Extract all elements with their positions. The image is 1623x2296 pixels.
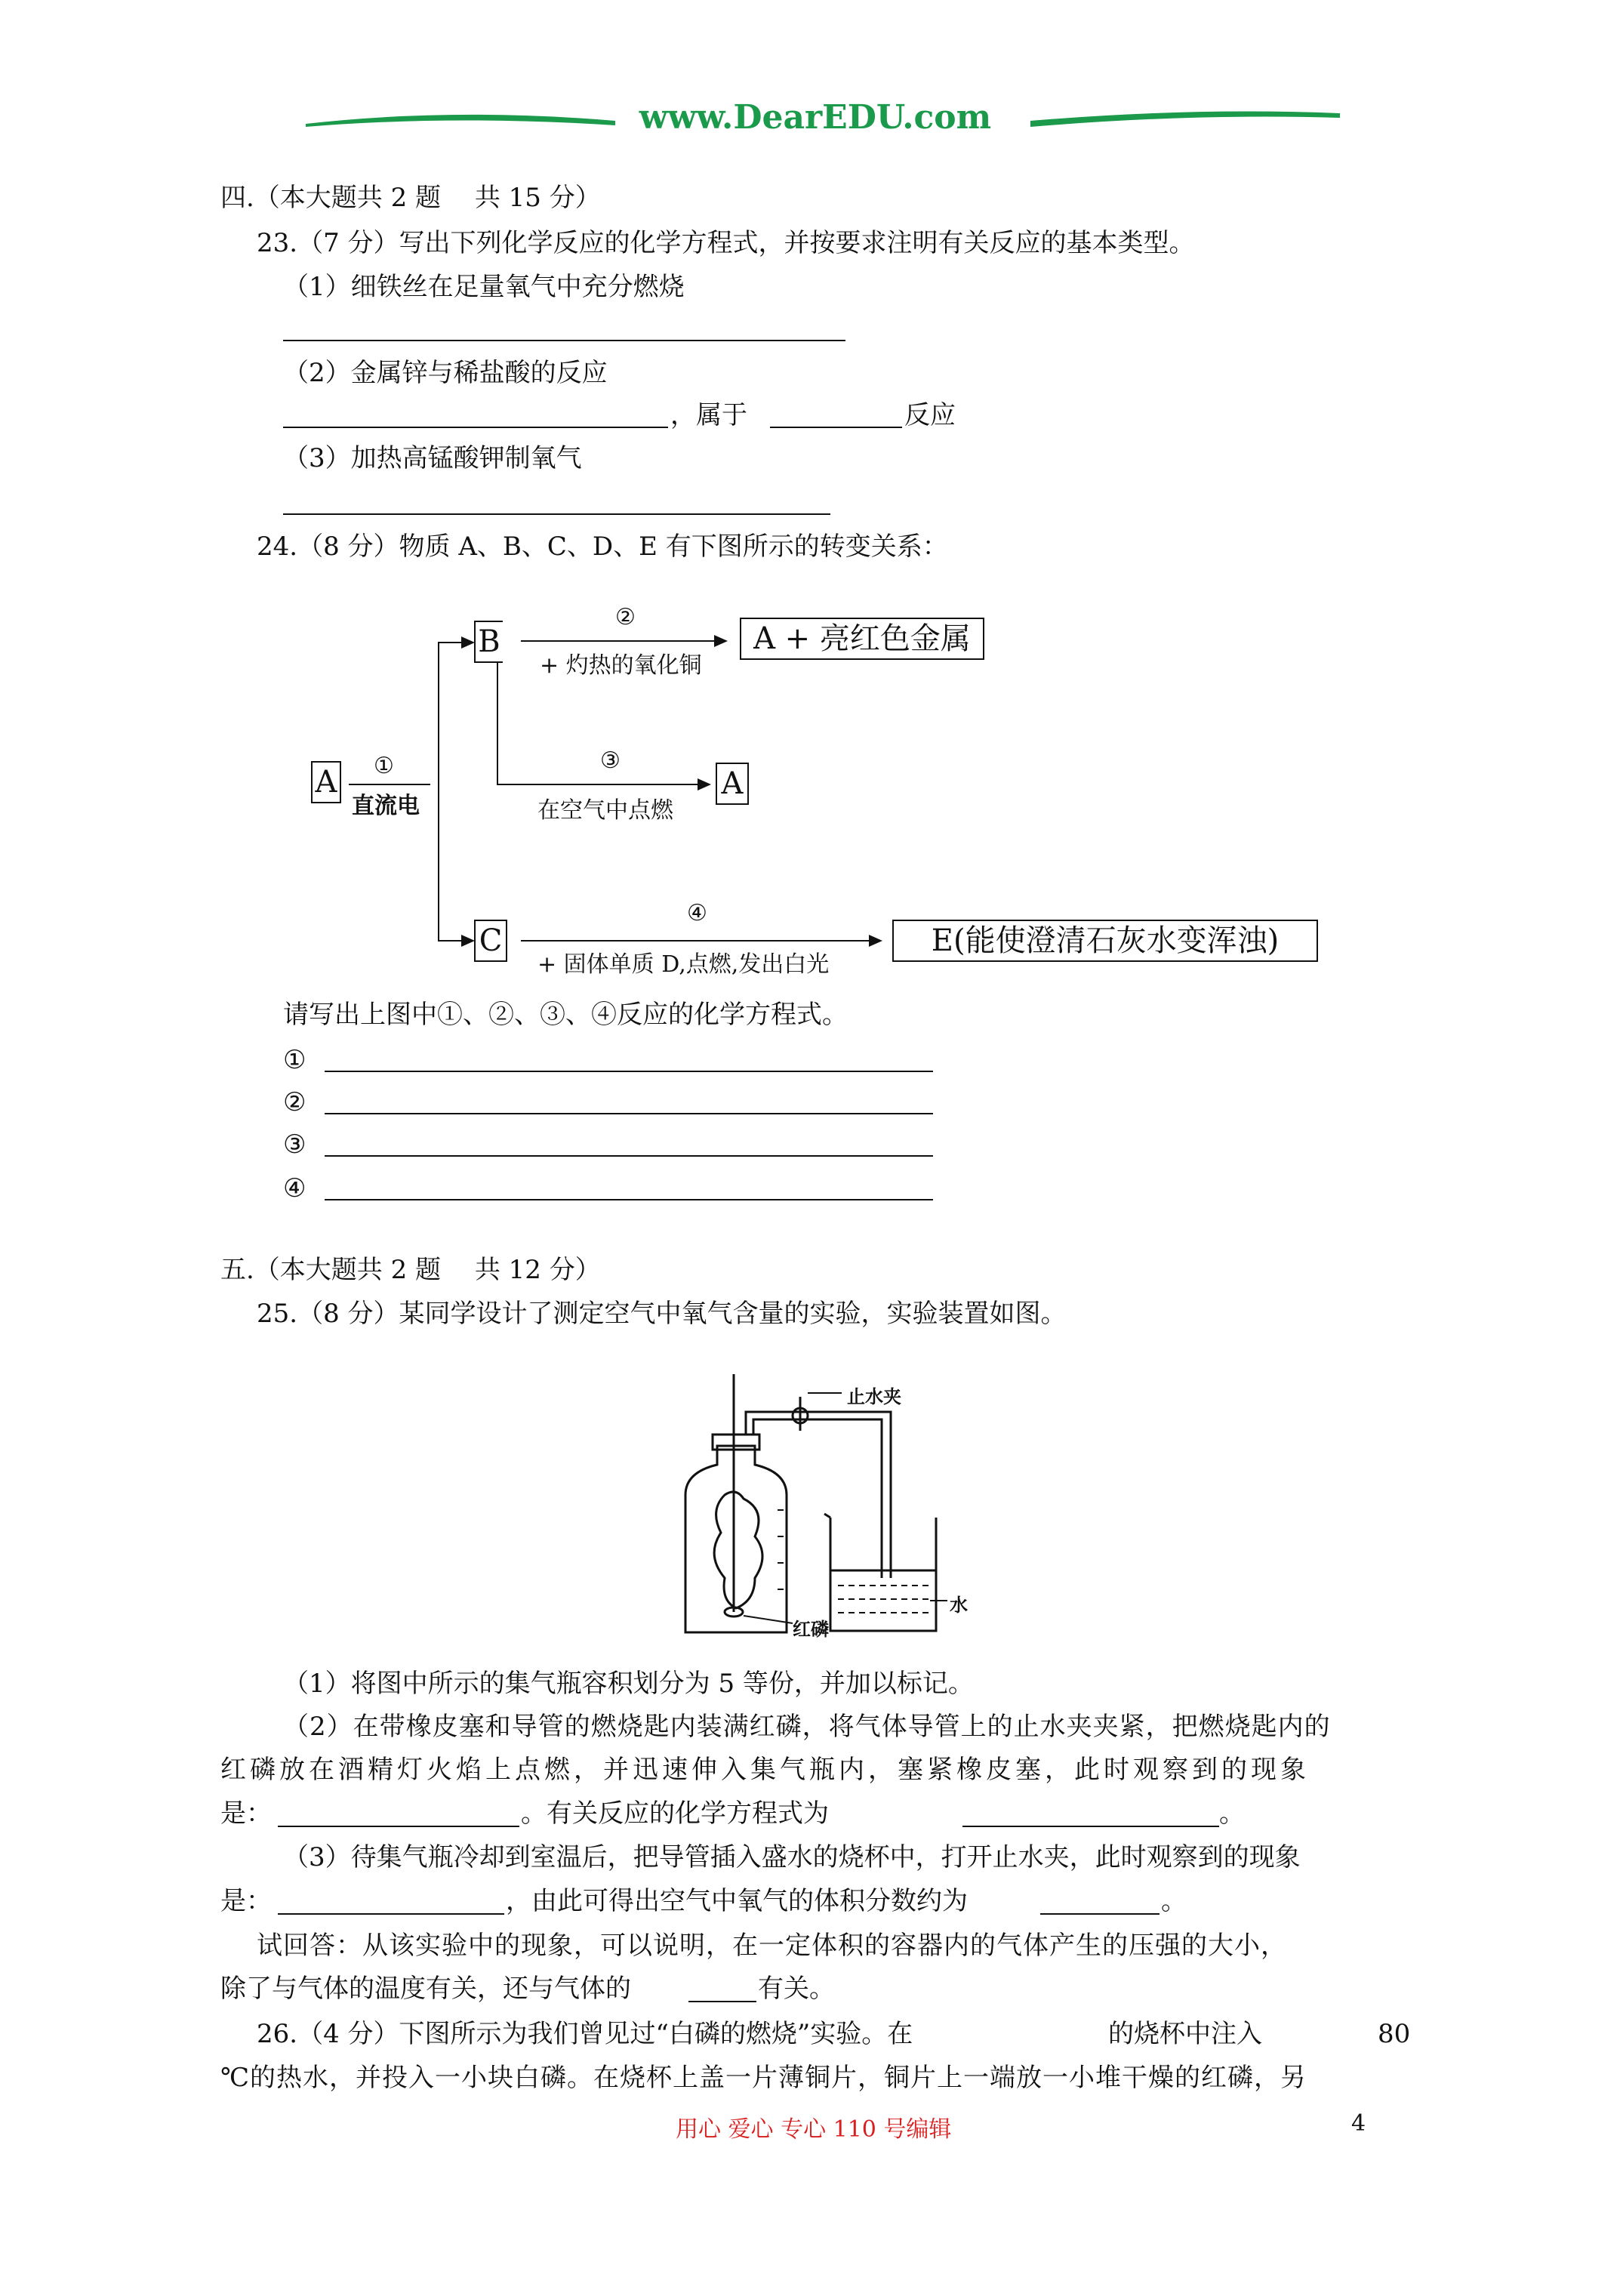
banner-swoosh-left — [302, 107, 619, 137]
arrow-to-c — [438, 940, 472, 942]
label-clamp: 止水夹 — [847, 1385, 901, 1407]
step4-cond: + 固体单质 D,点燃,发出白光 — [537, 951, 830, 978]
q25-part3-line2a: 是： — [220, 1886, 272, 1916]
arrow-to-b — [438, 642, 472, 643]
section4-title: 四.（本大题共 2 题 共 15 分） — [220, 183, 601, 213]
q26-line1a: 26.（4 分）下图所示为我们曾见过“白磷的燃烧”实验。在 — [257, 2019, 913, 2049]
step3-num: ③ — [600, 747, 621, 774]
q26-line1b: 的烧杯中注入 — [1108, 2019, 1262, 2049]
q23-part2-end: 反应 — [904, 400, 956, 430]
q23-part2: （2）金属锌与稀盐酸的反应 — [283, 358, 608, 388]
label-water: 水 — [950, 1594, 968, 1616]
footer-text: 用心 爱心 专心 110 号编辑 — [676, 2116, 952, 2143]
node-a: A — [311, 761, 341, 803]
q24-answer4-line[interactable] — [325, 1199, 933, 1200]
q23-answer3-line[interactable] — [283, 513, 830, 515]
q25-part2-line1: （2）在带橡皮塞和导管的燃烧匙内装满红磷，将气体导管上的止水夹夹紧，把燃烧匙内的 — [283, 1712, 1331, 1742]
arrow-step3 — [497, 784, 708, 785]
node-c: C — [474, 920, 507, 962]
q26-line2: ℃的热水，并投入一小块白磷。在烧杯上盖一片薄铜片，铜片上一端放一小堆干燥的红磷，另 — [220, 2063, 1307, 2093]
page-number: 4 — [1351, 2110, 1366, 2137]
q24-answer4-label: ④ — [283, 1173, 306, 1203]
q25-part1: （1）将图中所示的集气瓶容积划分为 5 等份，并加以标记。 — [283, 1669, 974, 1699]
q23-answer2-line[interactable] — [283, 427, 668, 428]
label-phosphorus: 红磷 — [793, 1618, 829, 1640]
q25-phenomenon1-line[interactable] — [278, 1826, 519, 1827]
q24-stem: 24.（8 分）物质 A、B、C、D、E 有下图所示的转变关系： — [257, 532, 948, 562]
section5-title: 五.（本大题共 2 题 共 12 分） — [220, 1255, 601, 1285]
step2-num: ② — [615, 604, 636, 630]
step4-num: ④ — [687, 900, 707, 926]
q23-stem: 23.（7 分）写出下列化学反应的化学方程式，并按要求注明有关反应的基本类型。 — [257, 228, 1195, 258]
q23-part3: （3）加热高锰酸钾制氧气 — [283, 443, 582, 473]
q25-part3-line2c: 。 — [1161, 1886, 1187, 1916]
banner-swoosh-right — [1027, 107, 1344, 137]
q25-part3-line2b: ，由此可得出空气中氧气的体积分数约为 — [506, 1886, 968, 1916]
q24-answer2-line[interactable] — [325, 1113, 933, 1114]
arrow-step2 — [521, 640, 725, 642]
q25-phenomenon2-line[interactable] — [278, 1913, 504, 1915]
q25-apparatus-figure — [649, 1359, 1027, 1638]
q23-type-line[interactable] — [770, 427, 902, 428]
result-b: A + 亮红色金属 — [740, 618, 984, 660]
q24-answer1-line[interactable] — [325, 1071, 933, 1072]
q25-fraction-line[interactable] — [1040, 1913, 1160, 1915]
node-b: B — [474, 621, 503, 663]
q24-answer3-line[interactable] — [325, 1155, 933, 1157]
q24-diagram — [302, 574, 1359, 997]
q23-part2-mid: ，属于 — [670, 400, 747, 430]
result-c: E(能使澄清石灰水变浑浊) — [892, 920, 1318, 962]
step1-cond: 直流电 — [352, 793, 420, 819]
q24-answer2-label: ② — [283, 1087, 306, 1117]
q25-part2-line2: 红磷放在酒精灯火焰上点燃，并迅速伸入集气瓶内，塞紧橡皮塞，此时观察到的现象 — [220, 1755, 1310, 1785]
node-a-result: A — [716, 763, 749, 805]
q23-part1: （1）细铁丝在足量氧气中充分燃烧 — [283, 272, 685, 302]
q25-part2-line3a: 是： — [220, 1798, 272, 1829]
branch-trunk — [438, 642, 439, 940]
q25-equation-line[interactable] — [962, 1826, 1219, 1827]
q25-factor-line[interactable] — [688, 2001, 756, 2002]
q26-line1c: 80 — [1378, 2019, 1411, 2049]
step1-bar — [349, 784, 430, 785]
b-down-line — [497, 663, 498, 784]
q25-question-line2b: 有关。 — [758, 1974, 835, 2004]
q25-part3-line1: （3）待集气瓶冷却到室温后，把导管插入盛水的烧杯中，打开止水夹，此时观察到的现象 — [283, 1842, 1301, 1872]
q24-answer1-label: ① — [283, 1045, 306, 1075]
q25-stem: 25.（8 分）某同学设计了测定空气中氧气含量的实验，实验装置如图。 — [257, 1299, 1067, 1329]
q25-question-line1: 试回答：从该实验中的现象，可以说明，在一定体积的容器内的气体产生的压强的大小， — [257, 1931, 1287, 1961]
step3-cond: 在空气中点燃 — [537, 797, 673, 824]
q25-part2-line3b: 。有关反应的化学方程式为 — [521, 1798, 829, 1829]
step2-cond: + 灼热的氧化铜 — [540, 652, 702, 679]
arrow-step4 — [521, 940, 879, 942]
q25-part2-line3c: 。 — [1219, 1798, 1245, 1829]
step1-num: ① — [374, 753, 394, 779]
q24-answer3-label: ③ — [283, 1130, 306, 1160]
site-logo: www.DearEDU.com — [639, 98, 992, 137]
q25-question-line2a: 除了与气体的温度有关，还与气体的 — [220, 1974, 631, 2004]
q23-answer1-line[interactable] — [283, 340, 845, 341]
q24-ask: 请写出上图中①、②、③、④反应的化学方程式。 — [283, 1000, 848, 1030]
apparatus-drawing — [649, 1359, 1027, 1638]
header-banner — [302, 98, 1329, 143]
